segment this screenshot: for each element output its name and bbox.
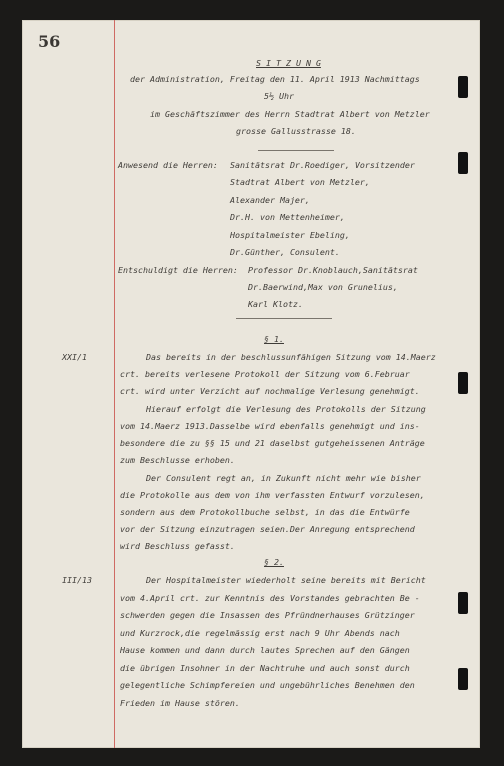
excused-name: Karl Klotz. bbox=[248, 299, 303, 309]
section-line: Hause kommen und dann durch lautes Sprechen auf den Gängen bbox=[120, 645, 410, 655]
binder-tab bbox=[458, 592, 468, 614]
section-line: schwerden gegen die Insassen des Pfründnerhauses Grützinger bbox=[120, 610, 415, 620]
section-reference: XXI/1 bbox=[62, 352, 87, 362]
header-line-4: grosse Gallusstrasse 18. bbox=[236, 126, 356, 136]
binder-tab bbox=[458, 76, 468, 98]
present-name: Sanitätsrat Dr.Roediger, Vorsitzender bbox=[230, 160, 415, 170]
section-heading: § 1. bbox=[264, 334, 284, 344]
page-number: 56 bbox=[38, 32, 61, 51]
section-line: gelegentliche Schimpfereien und ungebührliches Benehmen den bbox=[120, 680, 415, 690]
section-line: Der Consulent regt an, in Zukunft nicht mehr wie bisher bbox=[146, 473, 421, 483]
binder-tab bbox=[458, 152, 468, 174]
attendance-divider bbox=[236, 318, 332, 320]
header-line-1: der Administration, Freitag den 11. April 1913 Nachmittags bbox=[130, 74, 420, 84]
present-name: Hospitalmeister Ebeling, bbox=[230, 230, 350, 240]
header-divider bbox=[258, 150, 334, 152]
binder-tab bbox=[458, 372, 468, 394]
present-name: Stadtrat Albert von Metzler, bbox=[230, 177, 370, 187]
present-name: Alexander Majer, bbox=[230, 195, 310, 205]
section-line: Das bereits in der beschlussunfähigen Sitzung vom 14.Maerz bbox=[146, 352, 436, 362]
section-line: vom 14.Maerz 1913.Dasselbe wird ebenfalls genehmigt und ins- bbox=[120, 421, 420, 431]
excused-name: Dr.Baerwind,Max von Grunelius, bbox=[248, 282, 398, 292]
section-line: besondere die zu §§ 15 und 21 daselbst gutgeheissenen Anträge bbox=[120, 438, 425, 448]
section-line: Hierauf erfolgt die Verlesung des Protokolls der Sitzung bbox=[146, 404, 426, 414]
document-page bbox=[22, 20, 480, 748]
section-line: crt. bereits verlesene Protokoll der Sitzung vom 6.Februar bbox=[120, 369, 410, 379]
binder-tab bbox=[458, 668, 468, 690]
section-reference: III/13 bbox=[62, 575, 92, 585]
section-line: die übrigen Insohner in der Nachtruhe und auch sonst durch bbox=[120, 663, 410, 673]
section-line: vom 4.April crt. zur Kenntnis des Vorstandes gebrachten Be - bbox=[120, 593, 420, 603]
header-line-3: im Geschäftszimmer des Herrn Stadtrat Albert von Metzler bbox=[150, 109, 430, 119]
section-line: crt. wird unter Verzicht auf nochmalige Verlesung genehmigt. bbox=[120, 386, 420, 396]
header-line-2: 5½ Uhr bbox=[264, 91, 294, 101]
section-line: Der Hospitalmeister wiederholt seine bereits mit Bericht bbox=[146, 575, 426, 585]
excused-name: Professor Dr.Knoblauch,Sanitätsrat bbox=[248, 265, 418, 275]
section-heading: § 2. bbox=[264, 557, 284, 567]
excused-label: Entschuldigt die Herren: bbox=[118, 265, 238, 275]
section-line: Frieden im Hause stören. bbox=[120, 698, 240, 708]
present-name: Dr.H. von Mettenheimer, bbox=[230, 212, 345, 222]
section-line: wird Beschluss gefasst. bbox=[120, 541, 235, 551]
present-label: Anwesend die Herren: bbox=[118, 160, 218, 170]
section-line: und Kurzrock,die regelmässig erst nach 9 Uhr Abends nach bbox=[120, 628, 400, 638]
present-name: Dr.Günther, Consulent. bbox=[230, 247, 340, 257]
section-line: die Protokolle aus dem von ihm verfassten Entwurf vorzulesen, bbox=[120, 490, 425, 500]
section-line: vor der Sitzung einzutragen seien.Der Anregung entsprechend bbox=[120, 524, 415, 534]
section-line: zum Beschlusse erhoben. bbox=[120, 455, 235, 465]
section-line: sondern aus dem Protokollbuche selbst, in das die Entwürfe bbox=[120, 507, 410, 517]
margin-rule bbox=[114, 20, 115, 748]
session-title: S I T Z U N G bbox=[256, 58, 321, 68]
